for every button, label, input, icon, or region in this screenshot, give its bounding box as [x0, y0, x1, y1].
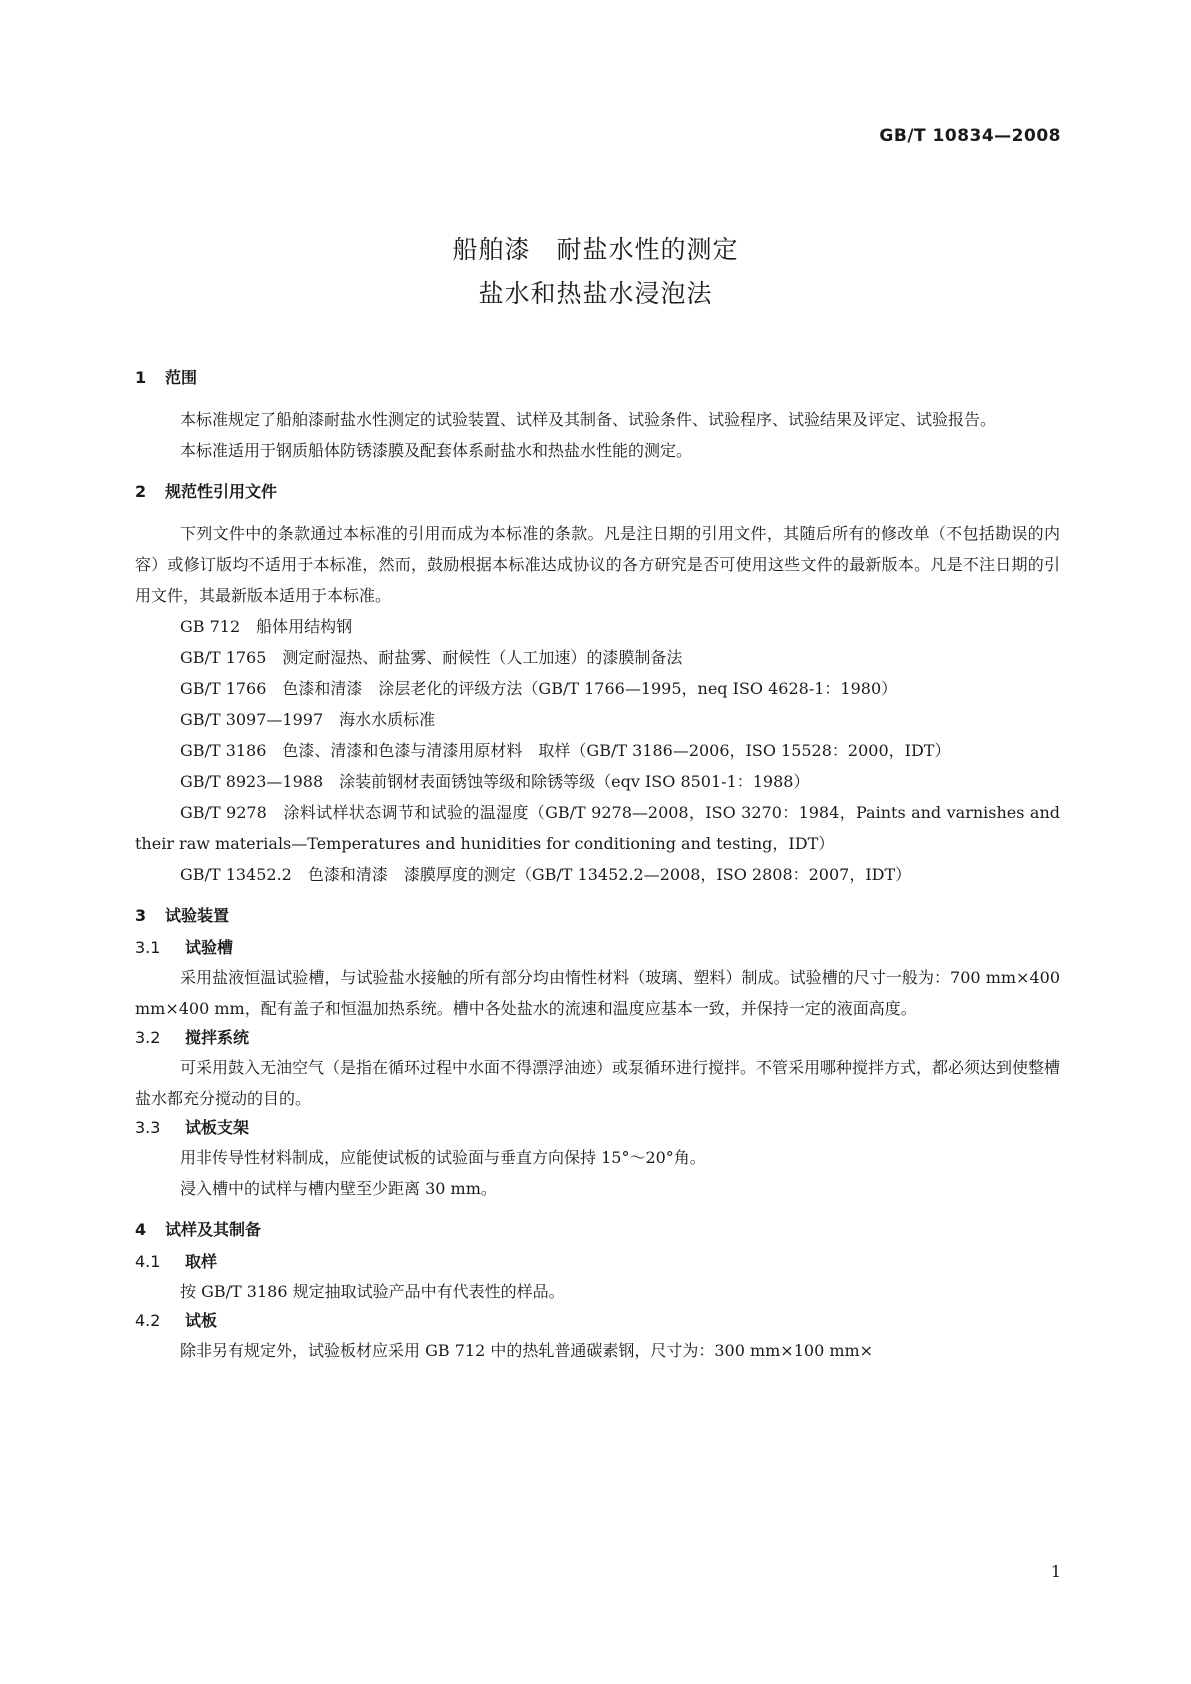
subsection-heading	[135, 1248, 1060, 1276]
reference-item: GB/T 8923—1988 涂装前钢材表面锈蚀等级和除锈等级（eqv ISO 8501-1：1988）	[180, 772, 810, 791]
subsection-title: 试板	[185, 1311, 218, 1330]
paragraph: 本标准适用于钢质船体防锈漆膜及配套体系耐盐水和热盐水性能的测定。	[180, 441, 693, 460]
document-title-line2: 盐水和热盐水浸泡法	[478, 279, 713, 308]
section-heading	[135, 480, 1060, 504]
paragraph: 按 GB/T 3186 规定抽取试验产品中有代表性的样品。	[180, 1282, 565, 1301]
subsection-heading	[135, 1024, 1060, 1052]
section-heading	[135, 1218, 1060, 1242]
reference-item: GB/T 1766 色漆和清漆 涂层老化的评级方法（GB/T 1766—1995，neq ISO 4628-1：1980）	[180, 679, 898, 698]
paragraph: 浸入槽中的试样与槽内壁至少距离 30 mm。	[180, 1179, 497, 1198]
paragraph: 采用盐液恒温试验槽，与试验盐水接触的所有部分均由惰性材料（玻璃、塑料）制成。试验槽的尺寸一般为：700 mm×400 mm×400 mm，配有盖子和恒温加热系统。槽中各处盐水的流速和温度应基本一致，并保持一定的液面高度。	[135, 968, 1060, 1018]
subsection-number: 4.2	[135, 1311, 161, 1330]
paragraph: 本标准规定了船舶漆耐盐水性测定的试验装置、试样及其制备、试验条件、试验程序、试验结果及评定、试验报告。	[180, 410, 997, 429]
paragraph: 用非传导性材料制成，应能使试板的试验面与垂直方向保持 15°～20°角。	[180, 1148, 706, 1167]
subsection-heading	[135, 1307, 1060, 1335]
section-heading	[135, 366, 1060, 390]
subsection-title: 搅拌系统	[185, 1028, 250, 1047]
subsection-title: 试板支架	[185, 1118, 250, 1137]
section-title: 规范性引用文件	[165, 482, 278, 501]
section-number: 4	[135, 1220, 147, 1239]
reference-item: GB/T 3097—1997 海水水质标准	[180, 710, 436, 729]
subsection-heading	[135, 934, 1060, 962]
reference-item: GB/T 9278 涂料试样状态调节和试验的温湿度（GB/T 9278—2008，ISO 3270：1984，Paints and varnishes and their raw materials—Temperatures and hunidities for conditioning and testing，IDT）	[135, 803, 1060, 853]
section-title: 试样及其制备	[165, 1220, 262, 1239]
paragraph: 可采用鼓入无油空气（是指在循环过程中水面不得漂浮油迹）或泵循环进行搅拌。不管采用哪种搅拌方式，都必须达到使整槽盐水都充分搅动的目的。	[135, 1058, 1061, 1108]
section-number: 2	[135, 482, 147, 501]
paragraph: 下列文件中的条款通过本标准的引用而成为本标准的条款。凡是注日期的引用文件，其随后所有的修改单（不包括勘误的内容）或修订版均不适用于本标准，然而，鼓励根据本标准达成协议的各方研究是否可使用这些文件的最新版本。凡是不注日期的引用文件，其最新版本适用于本标准。	[135, 524, 1060, 605]
subsection-title: 试验槽	[185, 938, 234, 957]
reference-item: GB 712 船体用结构钢	[180, 617, 353, 636]
paragraph: 除非另有规定外，试验板材应采用 GB 712 中的热轧普通碳素钢，尺寸为：300 mm×100 mm×	[180, 1341, 874, 1360]
subsection-number: 3.2	[135, 1028, 161, 1047]
section-title: 试验装置	[165, 906, 230, 925]
standard-code: GB/T 10834—2008	[879, 126, 1061, 146]
subsection-heading	[135, 1114, 1060, 1142]
page-number: 1	[1050, 1562, 1061, 1581]
reference-item: GB/T 3186 色漆、清漆和色漆与清漆用原材料 取样（GB/T 3186—2006，ISO 15528：2000，IDT）	[180, 741, 951, 760]
document-title-line1: 船舶漆 耐盐水性的测定	[452, 235, 739, 264]
section-number: 3	[135, 906, 147, 925]
subsection-title: 取样	[185, 1252, 218, 1271]
section-number: 1	[135, 368, 147, 387]
section-title: 范围	[165, 368, 198, 387]
reference-item: GB/T 13452.2 色漆和清漆 漆膜厚度的测定（GB/T 13452.2—2008，ISO 2808：2007，IDT）	[180, 865, 912, 884]
subsection-number: 3.1	[135, 938, 161, 957]
subsection-number: 3.3	[135, 1118, 161, 1137]
reference-item: GB/T 1765 测定耐湿热、耐盐雾、耐候性（人工加速）的漆膜制备法	[180, 648, 683, 667]
section-heading	[135, 904, 1060, 928]
document-body	[135, 366, 1060, 1366]
subsection-number: 4.1	[135, 1252, 161, 1271]
